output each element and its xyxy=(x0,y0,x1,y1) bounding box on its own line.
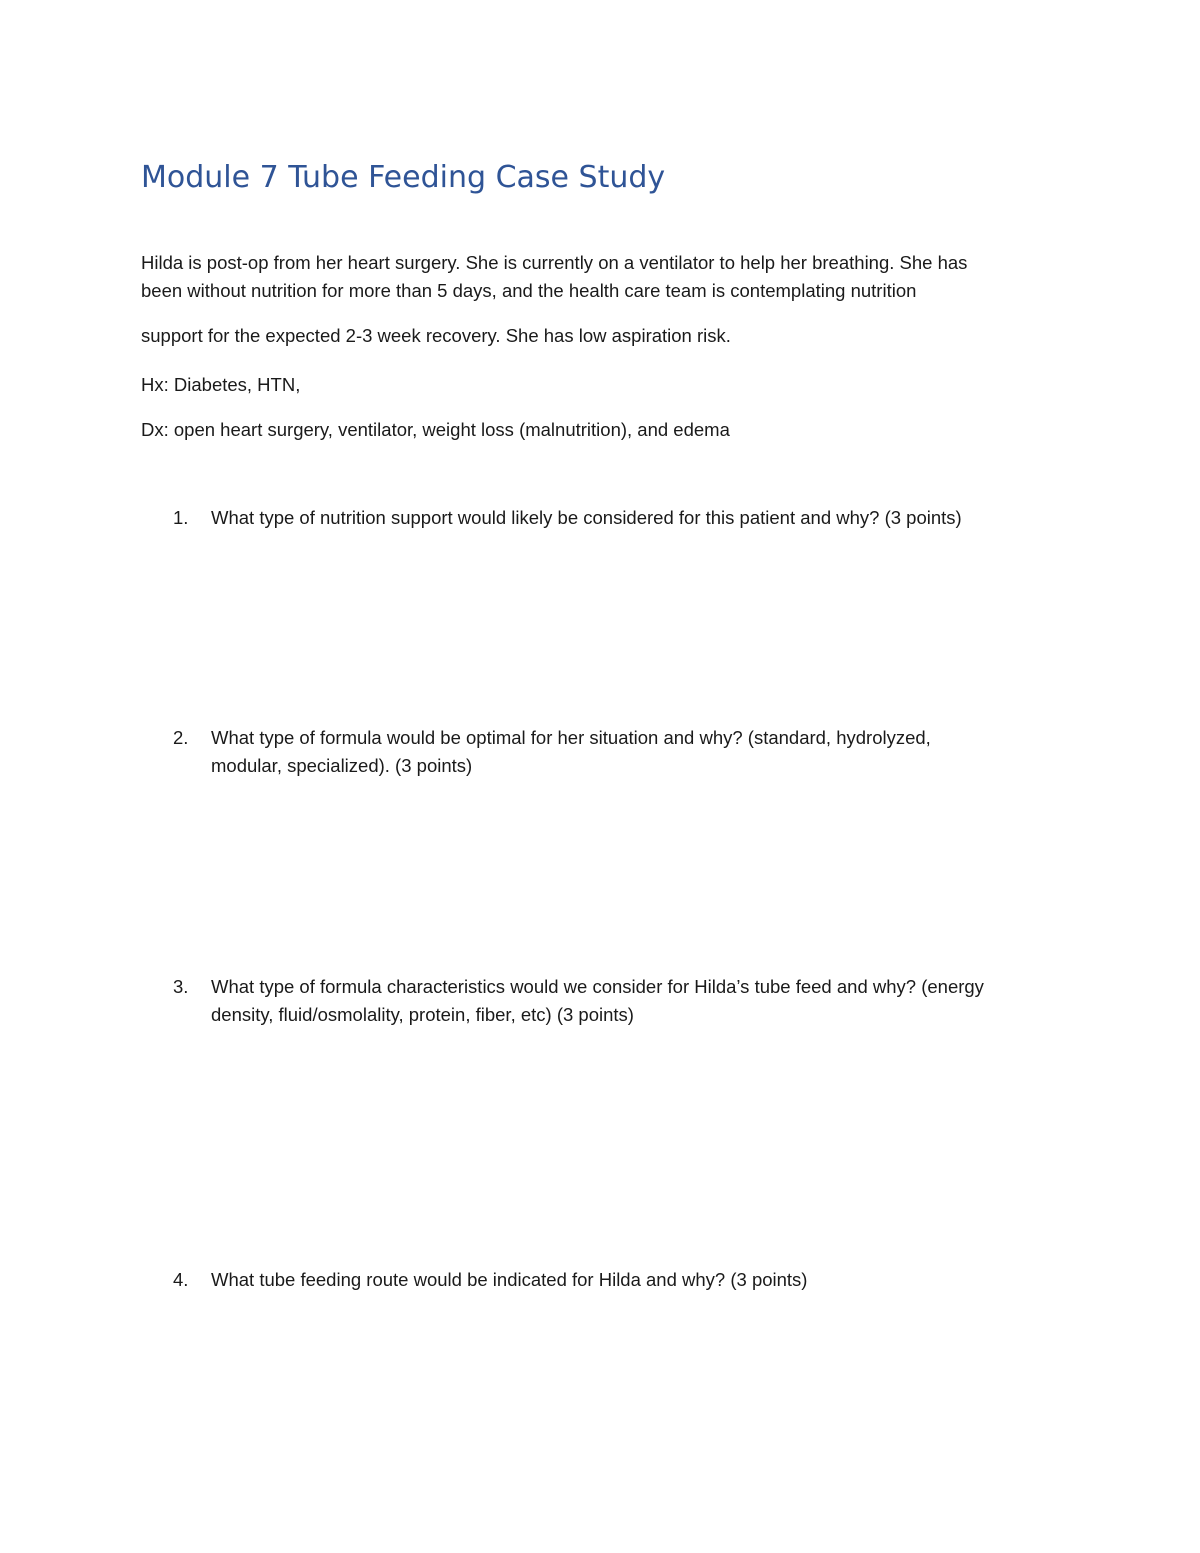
question-text: What type of formula characteristics would we consider for Hilda’s tube feed and why? (energy xyxy=(211,976,984,997)
question-text: What type of formula would be optimal for her situation and why? (standard, hydrolyzed, xyxy=(211,727,931,748)
question-number: 3. xyxy=(173,976,189,997)
question-number: 2. xyxy=(173,727,189,748)
diagnosis-line: Dx: open heart surgery, ventilator, weight loss (malnutrition), and edema xyxy=(141,419,730,440)
question-text-continued: density, fluid/osmolality, protein, fiber, etc) (3 points) xyxy=(211,1004,634,1025)
question-text: What tube feeding route would be indicated for Hilda and why? (3 points) xyxy=(211,1269,808,1290)
document-title: Module 7 Tube Feeding Case Study xyxy=(141,160,666,195)
question-text: What type of nutrition support would likely be considered for this patient and why? (3 points) xyxy=(211,507,962,528)
history-line: Hx: Diabetes, HTN, xyxy=(141,374,301,395)
intro-line-2: been without nutrition for more than 5 days, and the health care team is contemplating nutrition xyxy=(141,280,917,301)
question-number: 1. xyxy=(173,507,189,528)
intro-line-3: support for the expected 2-3 week recovery. She has low aspiration risk. xyxy=(141,325,731,346)
intro-line-1: Hilda is post-op from her heart surgery. She is currently on a ventilator to help her breathing. She has xyxy=(141,252,968,273)
question-number: 4. xyxy=(173,1269,189,1290)
question-text-continued: modular, specialized). (3 points) xyxy=(211,755,473,776)
